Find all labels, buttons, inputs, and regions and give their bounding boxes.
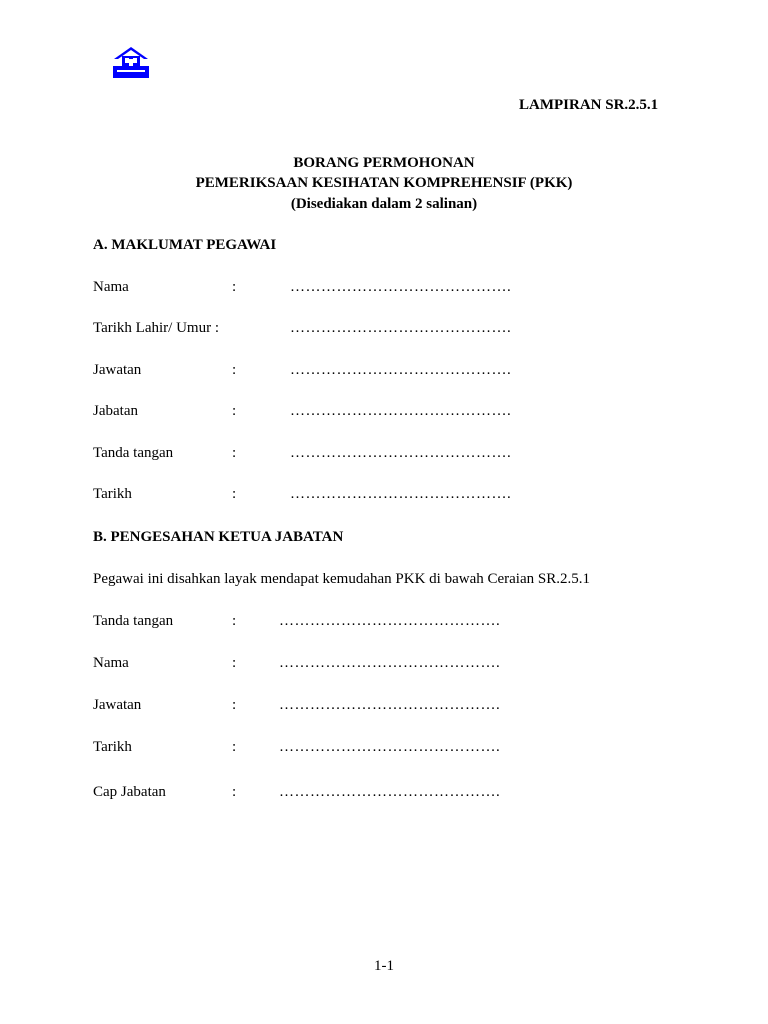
field-blank[interactable]: ……………………………………. [279,739,501,755]
field-label: Jawatan [93,697,142,713]
field-colon: : [232,362,237,378]
approval-statement: Pegawai ini disahkan layak mendapat kemudahan PKK di bawah Ceraian SR.2.5.1 [93,571,590,587]
field-colon: : [232,403,237,419]
form-title-line2: PEMERIKSAAN KESIHATAN KOMPREHENSIF (PKK) [195,175,573,191]
field-colon: : [232,279,237,295]
field-blank[interactable]: ……………………………………. [290,445,512,461]
section-b-heading: B. PENGESAHAN KETUA JABATAN [93,529,344,545]
page-number: 1-1 [374,958,394,974]
field-blank[interactable]: ……………………………………. [290,403,512,419]
field-blank[interactable]: ……………………………………. [290,362,512,378]
field-label: Jabatan [93,403,138,419]
section-a-heading: A. MAKLUMAT PEGAWAI [93,237,277,253]
field-blank[interactable]: ……………………………………. [279,784,501,800]
house-icon [112,45,150,79]
field-label: Tanda tangan [93,613,174,629]
field-blank[interactable]: ……………………………………. [290,320,512,336]
field-label: Cap Jabatan [93,784,166,800]
field-colon: : [232,486,237,502]
field-label: Tanda tangan [93,445,174,461]
field-colon: : [232,697,237,713]
field-colon: : [232,613,237,629]
field-colon: : [232,739,237,755]
field-colon: : [232,445,237,461]
form-title-line1: BORANG PERMOHONAN [293,155,475,171]
field-blank[interactable]: ……………………………………. [279,655,501,671]
field-blank[interactable]: ……………………………………. [290,486,512,502]
field-colon: : [232,784,237,800]
field-colon: : [232,655,237,671]
field-label: Tarikh [93,739,132,755]
field-blank[interactable]: ……………………………………. [279,613,501,629]
field-label: Nama [93,279,129,295]
form-title-line3: (Disediakan dalam 2 salinan) [290,196,478,212]
field-label: Nama [93,655,129,671]
field-label: Tarikh [93,486,132,502]
field-blank[interactable]: ……………………………………. [290,279,512,295]
field-label: Tarikh Lahir/ Umur : [93,320,219,336]
appendix-ref: LAMPIRAN SR.2.5.1 [519,97,659,113]
field-label: Jawatan [93,362,142,378]
field-blank[interactable]: ……………………………………. [279,697,501,713]
